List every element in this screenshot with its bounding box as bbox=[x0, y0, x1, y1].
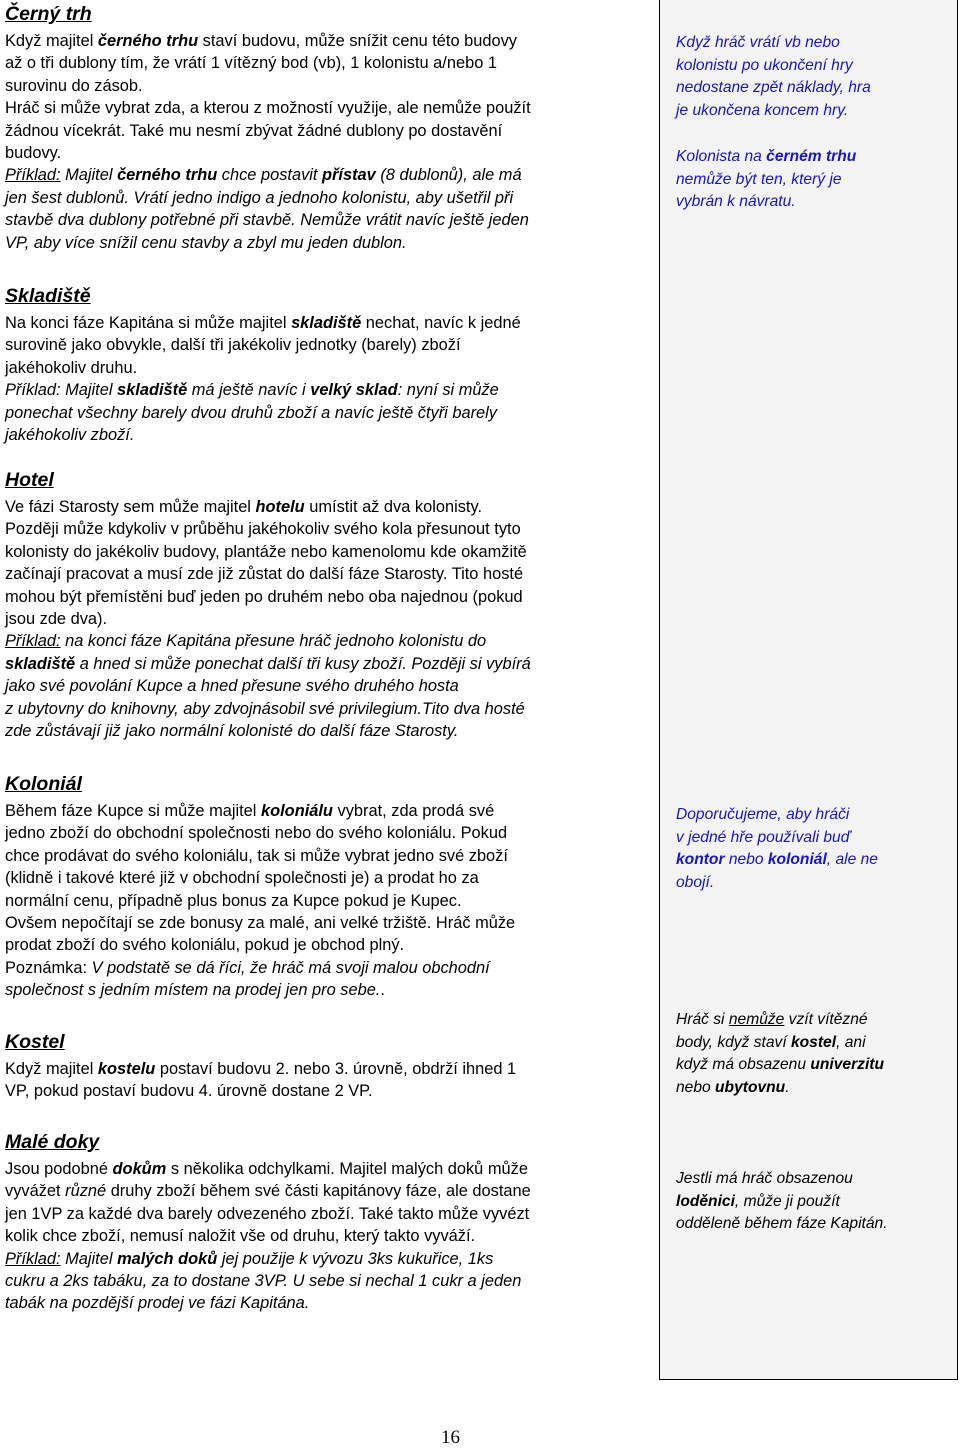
text-run: Majitel bbox=[60, 1249, 118, 1268]
text-run: ponechat všechny barely dvou druhů zboží a navíc ještě čtyři barely bbox=[5, 403, 497, 422]
note-line bbox=[676, 804, 956, 827]
text-line bbox=[5, 334, 645, 356]
text-line bbox=[5, 357, 645, 379]
text-line bbox=[5, 120, 645, 142]
text-run: body, když staví bbox=[676, 1033, 791, 1051]
text-run: Poznámka: bbox=[5, 958, 92, 977]
text-run: chce prodávat do svého koloniálu, tak si může vybrat jedno své zboží bbox=[5, 846, 508, 865]
section-hotel bbox=[5, 468, 645, 742]
text-line bbox=[5, 653, 645, 675]
text-line bbox=[5, 890, 645, 912]
text-run: černém trhu bbox=[766, 148, 857, 165]
text-run: univerzitu bbox=[810, 1056, 885, 1074]
text-line bbox=[5, 1180, 645, 1202]
text-run: postaví budovu 2. nebo 3. úrovně, obdrží ihned 1 bbox=[155, 1060, 517, 1078]
text-run: velký sklad bbox=[310, 381, 398, 400]
text-run: , ale ne bbox=[826, 851, 878, 869]
text-run: : nyní si může bbox=[397, 381, 499, 400]
text-line bbox=[5, 312, 645, 334]
section-kostel bbox=[5, 1030, 645, 1103]
note-line bbox=[676, 169, 956, 192]
text-run: (klidně i takové které již v obchodní společnosti je) a prodat ho za bbox=[5, 869, 479, 888]
text-run: černého trhu bbox=[117, 166, 218, 185]
text-run: Kolonista na bbox=[676, 148, 767, 165]
text-run: Jsou podobné bbox=[5, 1160, 113, 1178]
text-line bbox=[5, 424, 645, 446]
text-line bbox=[5, 867, 645, 889]
text-run: Majitel bbox=[60, 166, 118, 185]
text-run: koloniálu bbox=[261, 802, 333, 820]
text-run: kolonistu po ukončení hry bbox=[676, 56, 853, 74]
text-run: jedno zboží do obchodní společnosti nebo do svého koloniálu. Pokud bbox=[5, 824, 508, 843]
note-line bbox=[676, 827, 956, 850]
text-run: Když majitel bbox=[5, 32, 98, 50]
note-line bbox=[676, 77, 956, 100]
text-run: Příklad: bbox=[5, 1249, 61, 1268]
text-run: (8 dublonů), ale má bbox=[375, 166, 522, 185]
text-run: malých doků bbox=[117, 1249, 218, 1268]
text-line bbox=[5, 1270, 645, 1292]
text-run: vybrat, zda prodá své bbox=[332, 802, 495, 820]
section-title: Kostel bbox=[5, 1031, 65, 1053]
text-line bbox=[5, 822, 645, 844]
text-run: nemůže bbox=[728, 1011, 785, 1028]
text-run: surovině jako obvykle, další tři jakékoliv jednotky (barely) zboží bbox=[5, 336, 461, 355]
text-run: ubytovnu bbox=[715, 1078, 786, 1096]
text-run: vzít vítězné bbox=[784, 1011, 868, 1028]
text-line bbox=[5, 379, 645, 401]
text-run: Jestli má hráč obsazenou bbox=[676, 1170, 853, 1187]
text-run: kolik chce zboží, nemusí naložit vše od druhu, který takto vyváží. bbox=[5, 1227, 476, 1246]
text-run: staví budovu, může snížit cenu této budovy bbox=[198, 32, 517, 50]
text-line bbox=[5, 720, 645, 742]
text-run: skladiště bbox=[5, 654, 76, 673]
text-run: nebo bbox=[724, 851, 768, 869]
note-line bbox=[676, 1054, 956, 1077]
text-run: Příklad: Majitel bbox=[5, 381, 118, 400]
text-line bbox=[5, 52, 645, 74]
text-line bbox=[5, 675, 645, 697]
text-run: stavbě dva dublony potřebné při stavbě. Nemůže vrátit navíc ještě jeden bbox=[5, 211, 529, 230]
text-run: chce postavit bbox=[217, 166, 323, 185]
text-run: . bbox=[380, 981, 385, 1000]
text-run: až o tři dublony tím, že vrátí 1 vítězný bod (vb), 1 kolonistu a/nebo 1 bbox=[5, 54, 497, 73]
text-run: vybrán k návratu. bbox=[676, 193, 796, 211]
text-line bbox=[5, 541, 645, 563]
text-line bbox=[5, 518, 645, 540]
text-run: hotelu bbox=[255, 498, 305, 516]
text-run: jen 1VP za každé dva barely odvezeného zboží. Také takto může vyvézt bbox=[5, 1204, 530, 1223]
section-skladiste bbox=[5, 284, 645, 446]
text-line bbox=[5, 1248, 645, 1270]
section-title: Černý trh bbox=[5, 3, 92, 25]
text-line bbox=[5, 934, 645, 956]
page-number: 16 bbox=[441, 1427, 460, 1448]
text-run: surovinu do zásob. bbox=[5, 76, 143, 95]
text-line bbox=[5, 630, 645, 652]
section-text bbox=[5, 800, 645, 1002]
text-run: nechat, navíc k jedné bbox=[361, 314, 521, 332]
text-run: kontor bbox=[676, 851, 725, 869]
text-run: obojí. bbox=[676, 873, 715, 891]
section-text bbox=[5, 496, 645, 742]
sidebar-note-returned-items bbox=[676, 32, 956, 122]
note-line bbox=[676, 100, 956, 123]
text-run: černého trhu bbox=[97, 32, 199, 50]
text-line bbox=[5, 1292, 645, 1314]
text-line bbox=[5, 586, 645, 608]
text-run: jakéhokoliv druhu. bbox=[5, 358, 138, 377]
text-run: začínají pracovat a musí zde již zůstat do další fáze Starosty. Tito hosté bbox=[5, 565, 524, 584]
text-run: jen šest dublonů. Vrátí jedno indigo a jednoho kolonistu, aby ušetřil při bbox=[5, 188, 514, 207]
sidebar-note-recommendation bbox=[676, 804, 956, 894]
text-line bbox=[5, 209, 645, 231]
section-text bbox=[5, 1058, 645, 1103]
text-run: Hráč si může vybrat zda, a kterou z možností využije, ale nemůže použít bbox=[5, 99, 531, 118]
text-line bbox=[5, 1080, 645, 1102]
text-run: . bbox=[785, 1078, 790, 1096]
text-run: druhy zboží během své části kapitánovy fáze, ale dostane bbox=[106, 1182, 531, 1201]
text-run: Na konci fáze Kapitána si může majitel bbox=[5, 314, 292, 332]
text-run: Příklad: bbox=[5, 166, 61, 185]
text-run: Když hráč vrátí vb nebo bbox=[676, 34, 840, 51]
text-run: Ovšem nepočítají se zde bonusy za malé, ani velké tržiště. Hráč může bbox=[5, 914, 516, 933]
section-title: Malé doky bbox=[5, 1131, 100, 1153]
text-line bbox=[5, 698, 645, 720]
text-run: Hráč si bbox=[676, 1011, 729, 1028]
text-run: Ve fázi Starosty sem může majitel bbox=[5, 498, 256, 516]
text-run: skladiště bbox=[291, 314, 362, 332]
text-line bbox=[5, 608, 645, 630]
text-run: normální cenu, případně plus bonus za Kupce pokud je Kupec. bbox=[5, 891, 462, 910]
text-run: , ani bbox=[836, 1033, 866, 1051]
note-line bbox=[676, 191, 956, 214]
note-line bbox=[676, 32, 956, 55]
text-run: zde zůstávají již jako normální kolonisté do další fáze Starosty. bbox=[5, 722, 459, 741]
text-run: mohou být přemístěni buď jeden po druhém nebo oba najednou (pokud bbox=[5, 587, 523, 606]
text-run: a hned si může ponechat další tři kusy zboží. Později si vybírá bbox=[75, 654, 531, 673]
text-line bbox=[5, 232, 645, 254]
section-text bbox=[5, 30, 645, 254]
text-run: jsou zde dva). bbox=[5, 610, 108, 629]
text-line bbox=[5, 563, 645, 585]
text-run: kolonisty do jakékoliv budovy, plantáže nebo kamenolomu kde okamžitě bbox=[5, 542, 527, 561]
text-line bbox=[5, 1158, 645, 1180]
text-line bbox=[5, 496, 645, 518]
text-run: Když majitel bbox=[5, 1060, 98, 1078]
text-run: s několika odchylkami. Majitel malých doků může bbox=[166, 1160, 528, 1178]
text-line bbox=[5, 402, 645, 424]
text-run: skladiště bbox=[117, 381, 188, 400]
text-run: umístit až dva kolonisty. bbox=[304, 498, 483, 516]
section-kolonial bbox=[5, 772, 645, 1002]
section-title: Hotel bbox=[5, 469, 54, 491]
text-run: prodat zboží do svého koloniálu, pokud je obchod plný. bbox=[5, 936, 405, 955]
section-text bbox=[5, 1158, 645, 1315]
note-line bbox=[676, 1032, 956, 1055]
text-line bbox=[5, 30, 645, 52]
text-run: má ještě navíc i bbox=[187, 381, 311, 400]
text-line bbox=[5, 187, 645, 209]
text-line bbox=[5, 912, 645, 934]
text-line bbox=[5, 800, 645, 822]
note-line bbox=[676, 1168, 956, 1191]
text-run: žádnou vícekrát. Také mu nesmí zbývat žádné dublony po dostavění bbox=[5, 121, 503, 140]
text-run: , může ji použít bbox=[734, 1192, 840, 1210]
section-title: Koloniál bbox=[5, 773, 82, 795]
text-run: různé bbox=[65, 1182, 107, 1201]
text-run: Příklad: bbox=[5, 632, 61, 651]
text-run: přístav bbox=[322, 166, 376, 185]
section-title: Skladiště bbox=[5, 285, 91, 307]
note-line bbox=[676, 146, 956, 169]
text-run: když má obsazenu bbox=[676, 1056, 811, 1074]
text-run: kostel bbox=[790, 1033, 837, 1051]
note-line bbox=[676, 1213, 956, 1236]
text-run: odděleně během fáze Kapitán. bbox=[676, 1215, 888, 1233]
text-run: koloniál bbox=[767, 851, 827, 869]
text-run: Později může kdykoliv v průběhu jakéhokoliv svého kola přesunout tyto bbox=[5, 520, 521, 539]
text-run: VP, aby více snížil cenu stavby a zbyl mu jeden dublon. bbox=[5, 233, 407, 252]
text-line bbox=[5, 1203, 645, 1225]
text-run: z ubytovny do knihovny, aby zdvojnásobil své privilegium.Tito dva hosté bbox=[5, 699, 525, 718]
text-line bbox=[5, 1225, 645, 1247]
text-line bbox=[5, 97, 645, 119]
text-run: VP, pokud postaví budovu 4. úrovně dostane 2 VP. bbox=[5, 1082, 373, 1101]
text-run: nebo bbox=[676, 1078, 716, 1096]
text-run: cukru a 2ks tabáku, za to dostane 3VP. U sebe si nechal 1 cukr a jeden bbox=[5, 1272, 522, 1291]
text-run: loděnici bbox=[676, 1192, 735, 1210]
text-run: budovy. bbox=[5, 144, 62, 163]
text-run: společnost s jedním místem na prodej jen pro sebe. bbox=[5, 981, 381, 1000]
sidebar-note-colonist bbox=[676, 146, 956, 214]
note-line bbox=[676, 55, 956, 78]
text-run: tabák na pozdější prodej ve fázi Kapitána. bbox=[5, 1294, 310, 1313]
text-run: Během fáze Kupce si může majitel bbox=[5, 802, 261, 820]
note-line bbox=[676, 1077, 956, 1100]
text-run: V podstatě se dá říci, že hráč má svoji malou obchodní bbox=[91, 958, 490, 977]
text-run: kostelu bbox=[97, 1060, 156, 1078]
section-cerny-trh bbox=[5, 2, 645, 254]
text-line bbox=[5, 957, 645, 979]
text-line bbox=[5, 75, 645, 97]
text-line bbox=[5, 142, 645, 164]
text-run: je ukončena koncem hry. bbox=[676, 101, 849, 119]
text-line bbox=[5, 1058, 645, 1080]
sidebar-note-shipyard bbox=[676, 1168, 956, 1236]
note-line bbox=[676, 849, 956, 872]
text-run: v jedné hře používali buď bbox=[676, 828, 851, 846]
text-run: Doporučujeme, aby hráči bbox=[676, 806, 850, 823]
text-run: jej použije k vývozu 3ks kukuřice, 1ks bbox=[217, 1249, 494, 1268]
text-run: nedostane zpět náklady, hra bbox=[676, 79, 871, 97]
text-run: nemůže být ten, který je bbox=[676, 170, 842, 188]
section-text bbox=[5, 312, 645, 446]
text-run: dokům bbox=[112, 1160, 167, 1178]
text-run: jako své povolání Kupce a hned přesune svého druhého hosta bbox=[5, 677, 459, 696]
note-line bbox=[676, 1009, 956, 1032]
note-line bbox=[676, 1191, 956, 1214]
text-line bbox=[5, 979, 645, 1001]
note-line bbox=[676, 872, 956, 895]
text-line bbox=[5, 164, 645, 186]
text-run: vyvážet bbox=[5, 1182, 66, 1201]
text-line bbox=[5, 845, 645, 867]
sidebar-note-church bbox=[676, 1009, 956, 1099]
text-run: jakéhokoliv zboží. bbox=[5, 426, 135, 445]
text-run: na konci fáze Kapitána přesune hráč jednoho kolonistu do bbox=[60, 632, 487, 651]
sidebar-notes bbox=[659, 0, 958, 1380]
section-male-doky bbox=[5, 1130, 645, 1315]
